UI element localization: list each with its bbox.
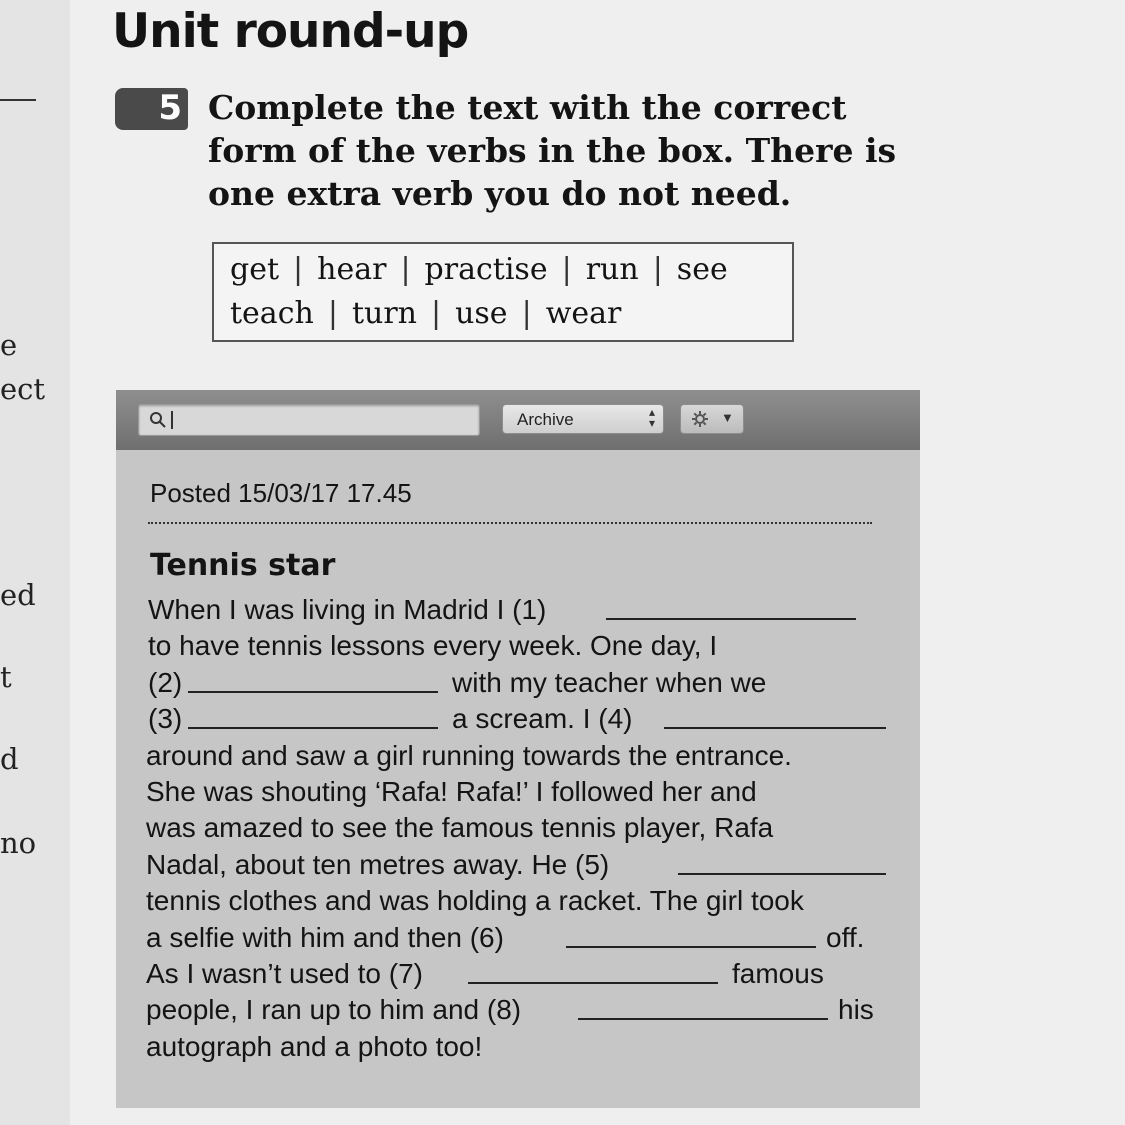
margin-rule: [0, 99, 36, 101]
margin-fragment: ed: [0, 578, 36, 612]
blog-window: [116, 390, 920, 1108]
line-text: Nadal, about ten metres away. He (5): [146, 848, 610, 880]
line-text: a scream. I (4): [452, 703, 633, 735]
text-line: [146, 810, 891, 846]
line-text: (3): [148, 703, 183, 735]
text-line: [146, 774, 891, 810]
text-line: [146, 883, 891, 919]
word-turn: turn: [351, 296, 417, 331]
post-body: [146, 592, 891, 1065]
text-line: [146, 956, 891, 992]
text-cursor: [171, 411, 173, 429]
exercise-number-badge: 5: [115, 88, 188, 130]
word-row-1: get | hear | practise | run | see: [230, 252, 728, 287]
margin-fragment: no: [0, 826, 37, 860]
line-text: She was shouting ‘Rafa! Rafa!’ I followed her and: [146, 775, 757, 807]
line-text: autograph and a photo too!: [146, 1030, 483, 1062]
margin-fragment: ect: [0, 372, 46, 406]
text-line: [146, 920, 891, 956]
unit-title: Unit round-up: [112, 4, 469, 59]
line-text: around and saw a girl running towards the entrance.: [146, 739, 792, 771]
search-icon: [149, 411, 167, 429]
select-arrows-icon: ▴ ▾: [648, 405, 655, 430]
word-see: see: [676, 252, 728, 287]
line-text: As I wasn’t used to (7): [146, 957, 424, 989]
text-line: [146, 701, 891, 737]
line-text: When I was living in Madrid I (1): [148, 594, 547, 625]
word-run: run: [585, 252, 639, 287]
line-text: tennis clothes and was holding a racket. The girl took: [146, 885, 804, 917]
line-text: his: [838, 994, 874, 1026]
line-text: famous: [732, 957, 824, 989]
blog-toolbar: [116, 390, 920, 450]
text-line: [146, 738, 891, 774]
word-get: get: [230, 252, 280, 287]
archive-select-label: Archive: [517, 410, 574, 429]
line-text: (2): [148, 666, 183, 698]
word-practise: practise: [424, 252, 548, 287]
dotted-divider: [148, 522, 872, 524]
exercise-instruction: Complete the text with the correct form of the verbs in the box. There is one extra verb you do not need.: [208, 88, 897, 213]
text-line: [146, 628, 891, 664]
line-text: off.: [826, 921, 865, 953]
line-text: was amazed to see the famous tennis player, Rafa: [146, 812, 774, 844]
text-line: [146, 992, 891, 1028]
margin-fragment: t: [0, 660, 12, 694]
text-line: [146, 665, 891, 701]
text-line: [146, 1029, 891, 1065]
left-page-strip: [0, 0, 70, 1125]
line-text: with my teacher when we: [452, 666, 767, 698]
word-use: use: [455, 296, 508, 331]
gear-icon: [691, 410, 709, 428]
search-input[interactable]: [138, 404, 480, 436]
word-wear: wear: [545, 296, 622, 331]
archive-select[interactable]: [502, 404, 664, 434]
margin-fragment: e: [0, 328, 18, 362]
text-line: [146, 847, 891, 883]
word-hear: hear: [317, 252, 387, 287]
line-text: to have tennis lessons every week. One day, I: [148, 630, 718, 662]
text-line: [146, 592, 891, 628]
line-text: a selfie with him and then (6): [146, 921, 504, 953]
word-teach: teach: [230, 296, 314, 331]
post-title: Tennis star: [150, 548, 336, 583]
word-row-2: teach | turn | use | wear: [230, 296, 622, 331]
verb-word-box: [212, 242, 794, 342]
margin-fragment: d: [0, 742, 19, 776]
gear-menu-button[interactable]: [680, 404, 744, 434]
line-text: people, I ran up to him and (8): [146, 994, 522, 1026]
chevron-down-icon: ▼: [721, 410, 734, 425]
post-timestamp: Posted 15/03/17 17.45: [150, 478, 412, 508]
